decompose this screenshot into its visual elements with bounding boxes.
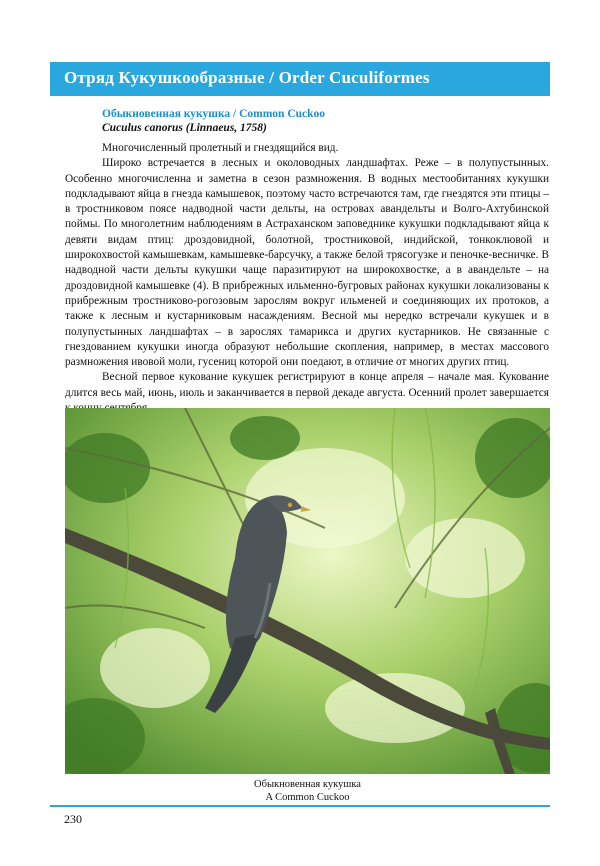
- chapter-title: Отряд Кукушкообразные / Order Cuculiformes: [64, 68, 430, 87]
- header-banner: [50, 62, 550, 96]
- cuckoo-photo: [65, 408, 550, 774]
- caption-russian: Обыкновенная кукушка: [254, 779, 361, 790]
- cuckoo-photo-illustration: [65, 408, 550, 774]
- photo-caption: [65, 779, 550, 804]
- caption-english: A Common Cuckoo: [265, 791, 350, 803]
- species-latin-name: Cuculus canorus (Linnaeus, 1758): [102, 122, 267, 134]
- page-number: 230: [64, 812, 82, 826]
- paragraph: Многочисленный пролетный и гнездящийся вид.: [102, 142, 339, 154]
- paragraph: Широко встречается в лесных и околоводных ландшафтах. Реже – в полупустынных. Особенно многочисленна и заметна в сезон размножения. В водных местообитаниях кукушки подкладывают яйца в гнезда камышевок, поэтому часто встречаются там, где гнездятся эти птицы – в тростниковом поясе надводной части дельты, на островах авандельты и Волго-Ахтубинской поймы. По многолетним наблюдениям в Астраханском заповеднике кукушки подкладывают яйца к девяти видам птиц: дроздовидной, болотной, тростниковой, индийской, тонкоклювой и широкохвостой камышевкам, камышевке-барсучку, а также белой трясогузке и пеночке-весничке. В надводной части дельты кукушки чаще паразитируют на широкохвостке, а в авандельте – на дроздовидной камышевке (4). В прибрежных ильменно-бугровых районах кукушки локализованы к прибрежным тростниково-рогозовым зарослям вокруг ильменей и соединяющих их протоков, а также к лесным и кустарниковым насаждениям. Весной мы нередко встречали кукушек и в полупустынных ландшафтах – в зарослях тамарикса и других кустарников. Не связанные с гнездованием кукушки иногда образуют небольшие скопления, например, в местах массового размножения ивовой моли, гусениц которой они поедают, в отличие от многих других птиц.: [65, 157, 549, 369]
- species-common-name: Обыкновенная кукушка / Common Cuckoo: [102, 108, 326, 120]
- paragraph: Весной первое кукование кукушек регистрируют в конце апреля – начале мая. Кукование длится весь май, июнь, июль и заканчивается в первой декаде августа. Осенний пролет завершается: [65, 371, 549, 399]
- body-text: [65, 141, 549, 416]
- footer-divider: [50, 805, 550, 807]
